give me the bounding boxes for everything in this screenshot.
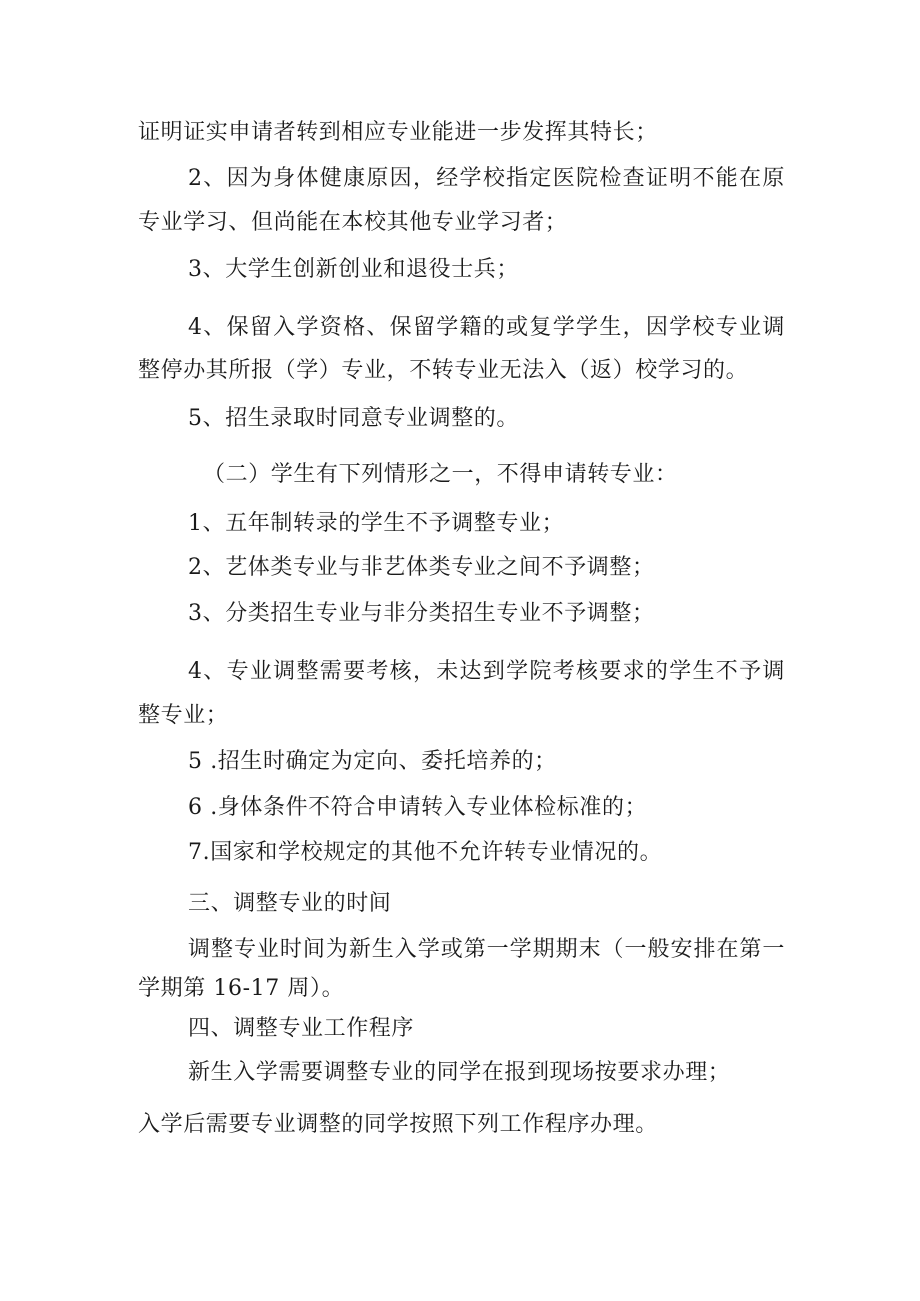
text-line-21: 新生入学需要调整专业的同学在报到现场按要求办理； — [188, 1060, 731, 1085]
section-heading-2: （二）学生有下列情形之一，不得申请转专业： — [203, 462, 678, 487]
text-line-9: 1、五年制转录的学生不予调整专业； — [188, 511, 565, 536]
text-line-13: 整专业； — [138, 703, 229, 728]
text-line-1: 证明证实申请者转到相应专业能进一步发挥其特长； — [138, 120, 658, 145]
text-line-4: 3、大学生创新创业和退役士兵； — [188, 257, 519, 282]
text-line-12: 4、专业调整需要考核，未达到学院考核要求的学生不予调 — [188, 659, 785, 684]
text-line-22: 入学后需要专业调整的同学按照下列工作程序办理。 — [138, 1112, 658, 1137]
text-line-16: 7.国家和学校规定的其他不允许转专业情况的。 — [188, 840, 663, 865]
text-line-6: 整停办其所报（学）专业，不转专业无法入（返）校学习的。 — [138, 358, 749, 383]
text-line-19: 学期第 16-17 周）。 — [138, 976, 345, 1001]
text-line-10: 2、艺体类专业与非艺体类专业之间不予调整； — [188, 555, 655, 580]
text-line-18: 调整专业时间为新生入学或第一学期期末（一般安排在第一 — [188, 937, 785, 962]
text-line-11: 3、分类招生专业与非分类招生专业不予调整； — [188, 601, 655, 626]
text-line-14: 5 .招生时确定为定向、委托培养的； — [188, 749, 557, 774]
text-line-15: 6 .身体条件不符合申请转入专业体检标准的； — [188, 795, 648, 820]
section-heading-4: 四、调整专业工作程序 — [188, 1016, 415, 1041]
text-line-2: 2、因为身体健康原因，经学校指定医院检查证明不能在原 — [188, 166, 785, 191]
text-line-5: 4、保留入学资格、保留学籍的或复学学生，因学校专业调 — [188, 315, 785, 340]
text-line-3: 专业学习、但尚能在本校其他专业学习者； — [138, 210, 568, 235]
text-line-7: 5、招生录取时同意专业调整的。 — [188, 406, 519, 431]
section-heading-3: 三、调整专业的时间 — [188, 891, 392, 916]
